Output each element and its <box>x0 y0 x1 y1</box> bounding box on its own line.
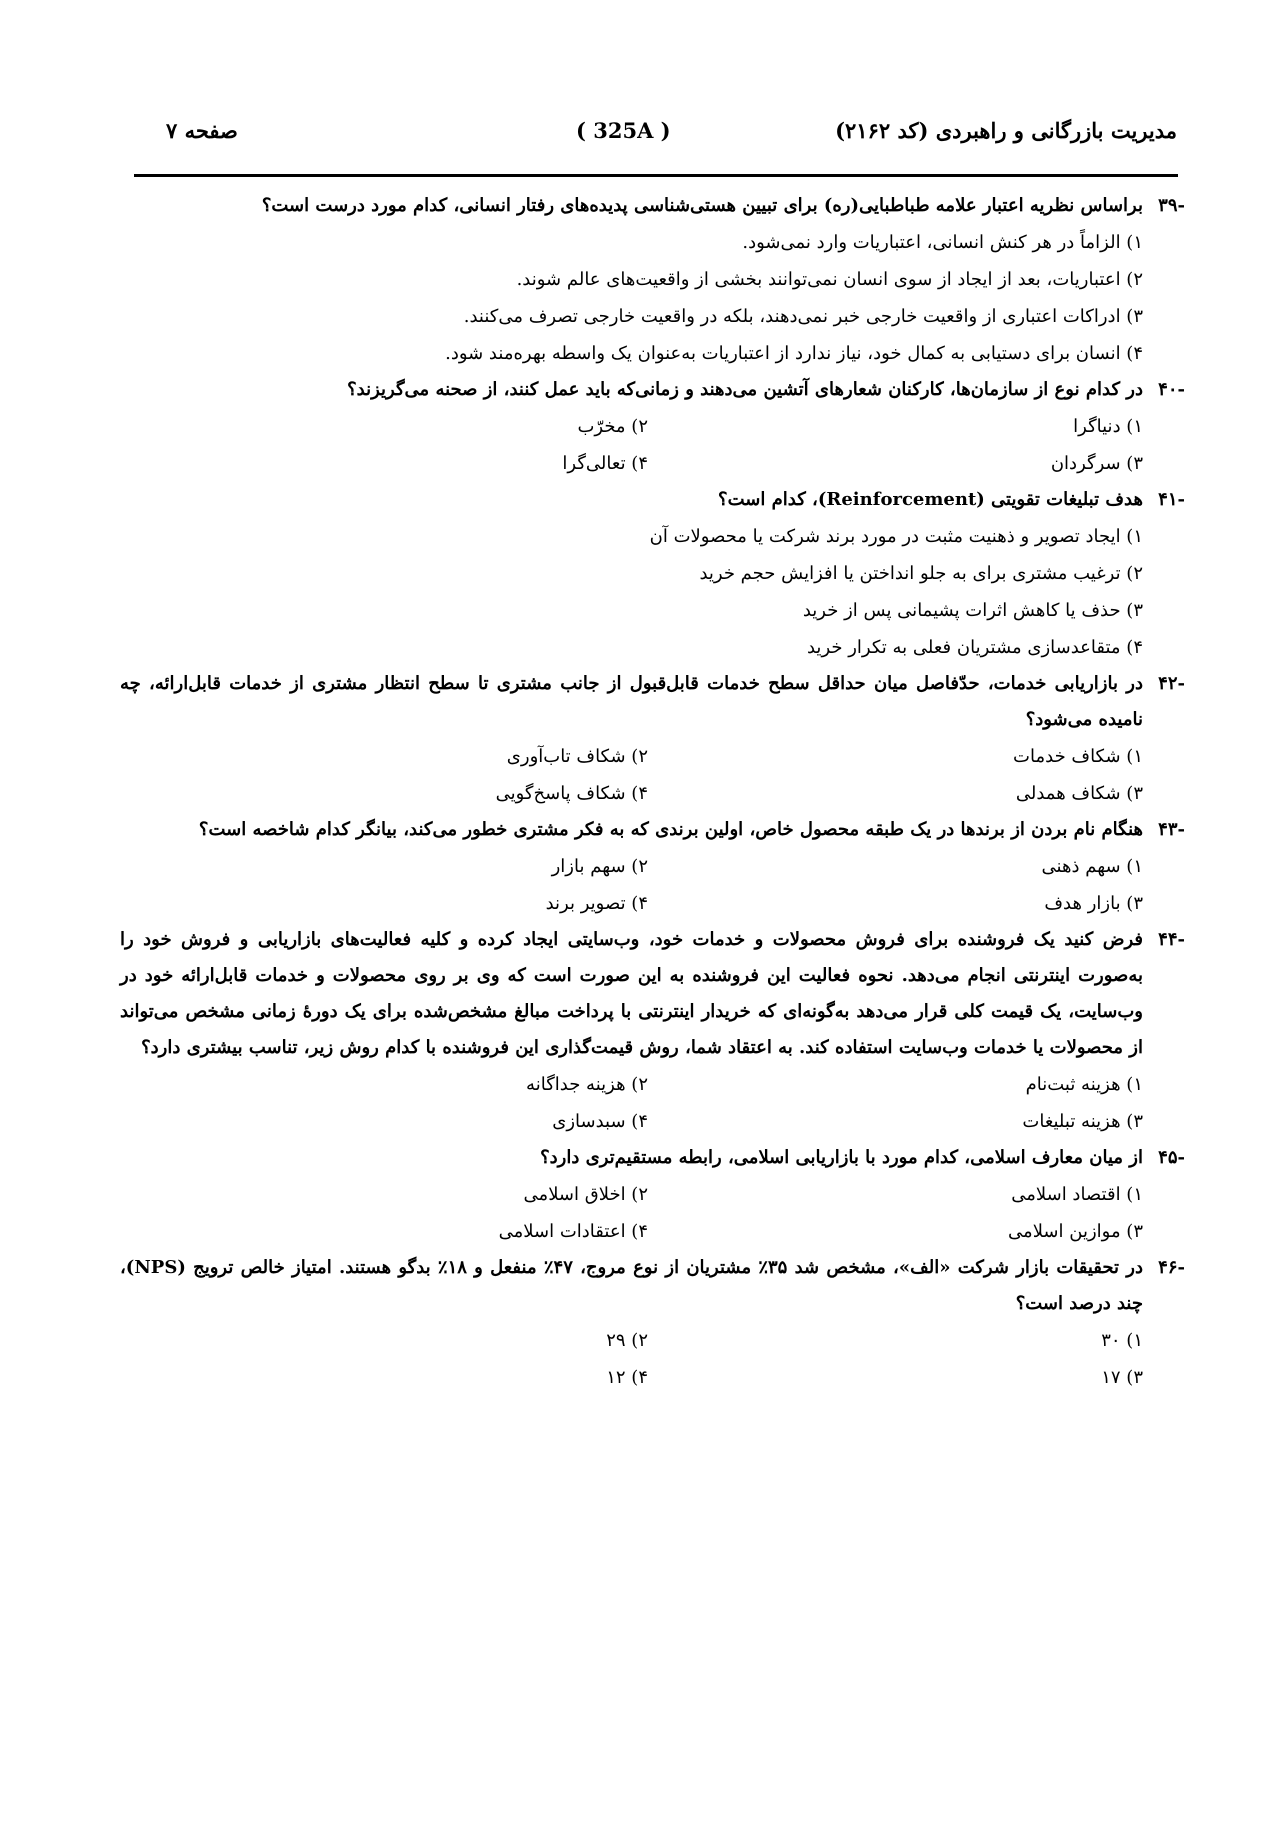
option-1: ۱) ۳۰ <box>1101 1330 1143 1351</box>
option-4: ۴) تصویر برند <box>545 893 648 914</box>
question-number: -۴۶ <box>1158 1257 1185 1278</box>
question-text: در تحقیقات بازار شرکت «الف»، مشخص شد ۳۵٪ مشتریان از نوع مروج، ۴۷٪ منفعل و ۱۸٪ بدگو هستند. امتیاز خالص ترویج (NPS)، چند درصد است؟ <box>120 1257 1143 1314</box>
question-42 <box>120 666 1185 812</box>
question-number: -۴۴ <box>1158 929 1185 950</box>
question-45 <box>120 1140 1185 1250</box>
option-4: ۴) شکاف پاسخ‌گویی <box>495 783 648 804</box>
option-1: ۱) الزاماً در هر کنش انسانی، اعتباریات وارد نمی‌شود. <box>742 232 1143 253</box>
option-2: ۲) شکاف تاب‌آوری <box>506 746 648 767</box>
option-4: ۴) سبدسازی <box>552 1111 648 1132</box>
options-grid <box>120 1066 1143 1140</box>
question-text: در کدام نوع از سازمان‌ها، کارکنان شعارهای آتشین می‌دهند و زمانی‌که باید عمل کنند، از صحنه می‌گریزند؟ <box>347 379 1143 400</box>
option-2: ۲) اعتباریات، بعد از ایجاد از سوی انسان نمی‌توانند بخشی از واقعیت‌های عالم شوند. <box>516 269 1143 290</box>
question-number: -۴۳ <box>1158 819 1185 840</box>
course-title: مدیریت بازرگانی و راهبردی (کد ۲۱۶۲) <box>835 118 1177 143</box>
option-2: ۲) اخلاق اسلامی <box>523 1184 648 1205</box>
options-grid <box>120 1322 1143 1396</box>
header-divider <box>134 174 1178 177</box>
question-43 <box>120 812 1185 922</box>
option-2: ۲) مخرّب <box>577 416 648 437</box>
booklet-code: ( 325A ) <box>576 118 671 143</box>
options-grid <box>120 738 1143 812</box>
question-text: هنگام نام بردن از برندها در یک طبقه محصول خاص، اولین برندی که به فکر مشتری خطور می‌کند، بیانگر کدام شاخصه است؟ <box>198 819 1143 840</box>
question-46 <box>120 1250 1185 1396</box>
question-39 <box>120 188 1185 372</box>
question-text: از میان معارف اسلامی، کدام مورد با بازاریابی اسلامی، رابطه مستقیم‌تری دارد؟ <box>540 1147 1143 1168</box>
option-3: ۳) ۱۷ <box>1101 1367 1143 1388</box>
options-grid <box>120 848 1143 922</box>
option-3: ۳) موازین اسلامی <box>1008 1221 1143 1242</box>
option-4: ۴) متقاعدسازی مشتریان فعلی به تکرار خرید <box>806 637 1143 658</box>
option-1: ۱) هزینه ثبت‌نام <box>1025 1074 1143 1095</box>
question-text: فرض کنید یک فروشنده برای فروش محصولات و خدمات خود، وب‌سایتی ایجاد کرده و کلیه فعالیت‌های بازاریابی و فروش خود را به‌صورت اینترنتی انجام می‌دهد. نحوه فعالیت این فروشنده به این صورت است که وی بر روی محصولات و خدمات قابل‌ارائه خود در وب‌سایت، یک قیمت کلی قرار می‌دهد به‌گونه‌ای که خریدار اینترنتی با پرداخت مبالغ مشخص‌شده برای یک دورهٔ زمانی مشخص می‌تواند از محصولات یا خدمات وب‌سایت استفاده کند. به اعتقاد شما، روش قیمت‌گذاری این فروشنده با کدام روش زیر، تناسب بیشتری دارد؟ <box>120 929 1143 1058</box>
question-number: -۴۰ <box>1158 379 1185 400</box>
option-4: ۴) تعالی‌گرا <box>562 453 648 474</box>
option-3: ۳) شکاف همدلی <box>1015 783 1143 804</box>
question-number: -۴۲ <box>1158 673 1185 694</box>
option-3: ۳) حذف یا کاهش اثرات پشیمانی پس از خرید <box>802 600 1143 621</box>
option-1: ۱) اقتصاد اسلامی <box>1011 1184 1143 1205</box>
option-4: ۴) اعتقادات اسلامی <box>498 1221 648 1242</box>
question-text: براساس نظریه اعتبار علامه طباطبایی(ره) برای تبیین هستی‌شناسی پدیده‌های رفتار انسانی، کدام مورد درست است؟ <box>261 195 1143 216</box>
question-text: هدف تبلیغات تقویتی (Reinforcement)، کدام است؟ <box>718 489 1143 510</box>
option-1: ۱) دنیاگرا <box>1073 416 1143 437</box>
question-44 <box>120 922 1185 1140</box>
question-number: -۴۱ <box>1158 489 1185 510</box>
option-2: ۲) ترغیب مشتری برای به جلو انداختن یا افزایش حجم خرید <box>699 563 1143 584</box>
question-text: در بازاریابی خدمات، حدّفاصل میان حداقل سطح خدمات قابل‌قبول از جانب مشتری تا سطح انتظار مشتری از خدمات قابل‌ارائه، چه نامیده می‌شود؟ <box>120 673 1143 730</box>
options-grid <box>120 408 1143 482</box>
option-1: ۱) ایجاد تصویر و ذهنیت مثبت در مورد برند شرکت یا محصولات آن <box>649 526 1143 547</box>
option-4: ۴) ۱۲ <box>606 1367 648 1388</box>
question-number: -۳۹ <box>1158 195 1185 216</box>
option-4: ۴) انسان برای دستیابی به کمال خود، نیاز ندارد از اعتباریات به‌عنوان یک واسطه بهره‌مند شود. <box>445 343 1143 364</box>
option-2: ۲) هزینه جداگانه <box>526 1074 648 1095</box>
question-40 <box>120 372 1185 482</box>
question-number: -۴۵ <box>1158 1147 1185 1168</box>
page-header <box>130 118 1177 158</box>
option-1: ۱) شکاف خدمات <box>1013 746 1143 767</box>
options-grid <box>120 1176 1143 1250</box>
page-number: صفحه ۷ <box>166 118 238 143</box>
question-41 <box>120 482 1185 666</box>
option-3: ۳) سرگردان <box>1050 453 1143 474</box>
option-3: ۳) هزینه تبلیغات <box>1022 1111 1143 1132</box>
option-3: ۳) بازار هدف <box>1044 893 1143 914</box>
option-2: ۲) سهم بازار <box>551 856 648 877</box>
option-1: ۱) سهم ذهنی <box>1041 856 1143 877</box>
option-2: ۲) ۲۹ <box>606 1330 648 1351</box>
questions-list <box>120 188 1185 1396</box>
option-3: ۳) ادراکات اعتباری از واقعیت خارجی خبر نمی‌دهند، بلکه در واقعیت خارجی تصرف می‌کنند. <box>463 306 1143 327</box>
